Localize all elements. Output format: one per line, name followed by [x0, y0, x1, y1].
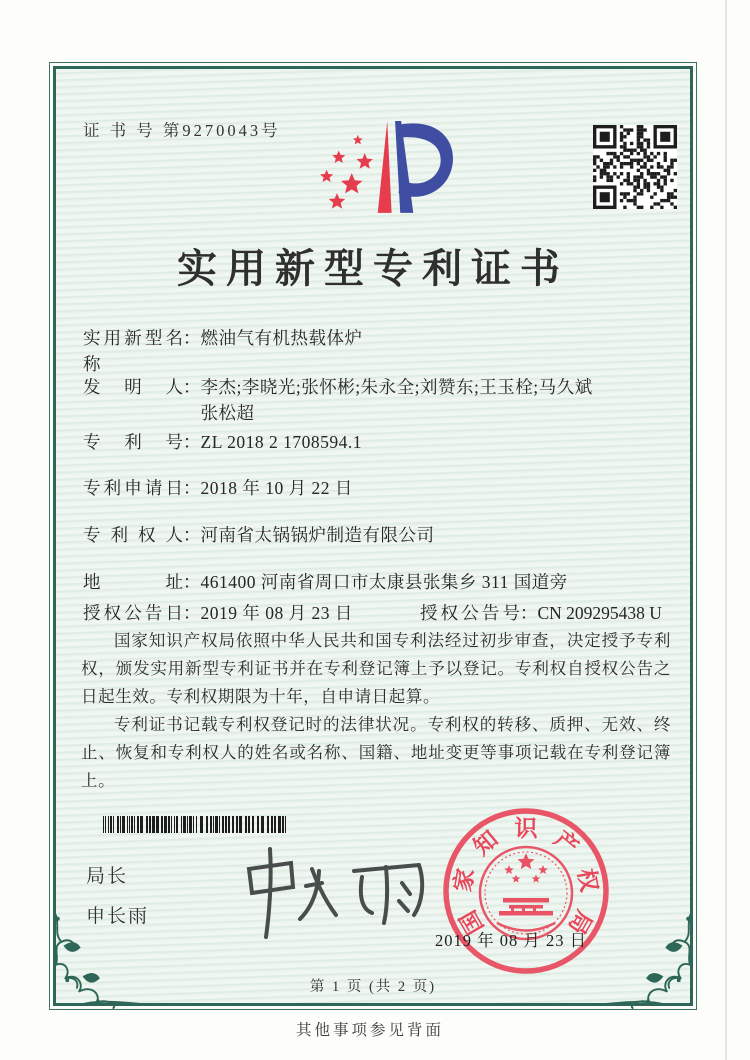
- director-name: 申长雨: [86, 906, 150, 927]
- seal-ring-char: 家: [450, 866, 479, 894]
- field-row-filing-date: [83, 475, 669, 501]
- seal-emblem-icon: [499, 853, 553, 916]
- director-title: 局长: [86, 866, 129, 887]
- field-value: CN 209295438 U: [537, 603, 662, 623]
- field-row-inventors: [83, 374, 669, 426]
- field-label: 专利权人: [83, 525, 183, 545]
- label-colon: ：: [183, 478, 201, 498]
- field-label: 发明人: [83, 377, 183, 397]
- paragraph-2: 专利证书记载专利权登记时的法律状况。专利权的转移、质押、无效、终止、恢复和专利权人的姓名或名称、国籍、地址变更等事项记载在专利登记簿上。: [81, 715, 671, 790]
- certificate-frame: [53, 66, 693, 1006]
- qr-code: [593, 125, 677, 209]
- label-colon: ：: [183, 432, 201, 452]
- field-value: ZL 2018 2 1708594.1: [200, 432, 362, 452]
- field-row-address: [83, 569, 669, 595]
- cert-number: 证 书 号 第9270043号: [83, 121, 281, 140]
- label-colon: ：: [183, 572, 201, 592]
- label-colon: ：: [183, 603, 201, 623]
- director-block: [86, 861, 149, 941]
- seal-ring-char: 产: [549, 826, 584, 861]
- seal-ring-char: 国: [455, 906, 489, 939]
- seal-date: 2019 年 08 月 23 日: [434, 931, 588, 950]
- field-value: 461400 河南省周口市太康县张集乡 311 国道旁: [200, 572, 568, 592]
- field-value: [201, 374, 670, 426]
- seal-ring-char: 权: [573, 866, 602, 894]
- seal-ring-char: 识: [514, 816, 538, 841]
- page-number: 第 1 页 (共 2 页): [309, 979, 437, 995]
- field-row-patentee: [83, 522, 669, 548]
- label-colon: ：: [520, 603, 538, 623]
- field-value: 河南省太锅锅炉制造有限公司: [200, 525, 435, 545]
- seal-ring-char: 知: [468, 826, 503, 861]
- label-colon: ：: [183, 525, 201, 545]
- barcode: [103, 816, 287, 833]
- field-value: 2019 年 08 月 23 日: [200, 603, 353, 623]
- field-label: 专利申请日: [83, 478, 183, 498]
- back-note: 其他事项参见背面: [295, 1022, 444, 1039]
- field-label: 地址: [83, 572, 183, 592]
- inventors-line2: 张松超: [200, 403, 255, 423]
- label-colon: ：: [183, 328, 201, 348]
- field-row-name: [83, 325, 669, 377]
- label-colon: ：: [183, 377, 201, 397]
- field-label: 授权公告日: [83, 603, 183, 623]
- scan-edge-artifact: [725, 0, 727, 1060]
- field-value: 2018 年 10 月 22 日: [200, 478, 353, 498]
- cnipa-patent-logo-icon: [311, 109, 467, 231]
- paragraph-1: 国家知识产权局依照中华人民共和国专利法经过初步审查，决定授予专利权，颁发实用新型专利证书并在专利登记簿上予以登记。专利权自授权公告之日起生效。专利权期限为十年，自申请日起算。: [81, 631, 671, 706]
- field-row-grant-no: [420, 600, 662, 626]
- field-row-patent-no: [83, 429, 669, 455]
- field-label: 专利号: [83, 432, 183, 452]
- certificate-title: 实用新型专利证书: [177, 246, 569, 291]
- field-label: 实用新型名称: [83, 328, 183, 374]
- seal-ring-char: 局: [563, 906, 597, 939]
- legal-text: [81, 627, 671, 795]
- field-value: 燃油气有机热载体炉: [200, 328, 363, 348]
- inventors-line1: 李杰;李晓光;张怀彬;朱永全;刘赞东;王玉栓;马久斌: [200, 377, 593, 397]
- field-row-grant: [83, 600, 669, 626]
- field-label: 授权公告号: [420, 603, 520, 623]
